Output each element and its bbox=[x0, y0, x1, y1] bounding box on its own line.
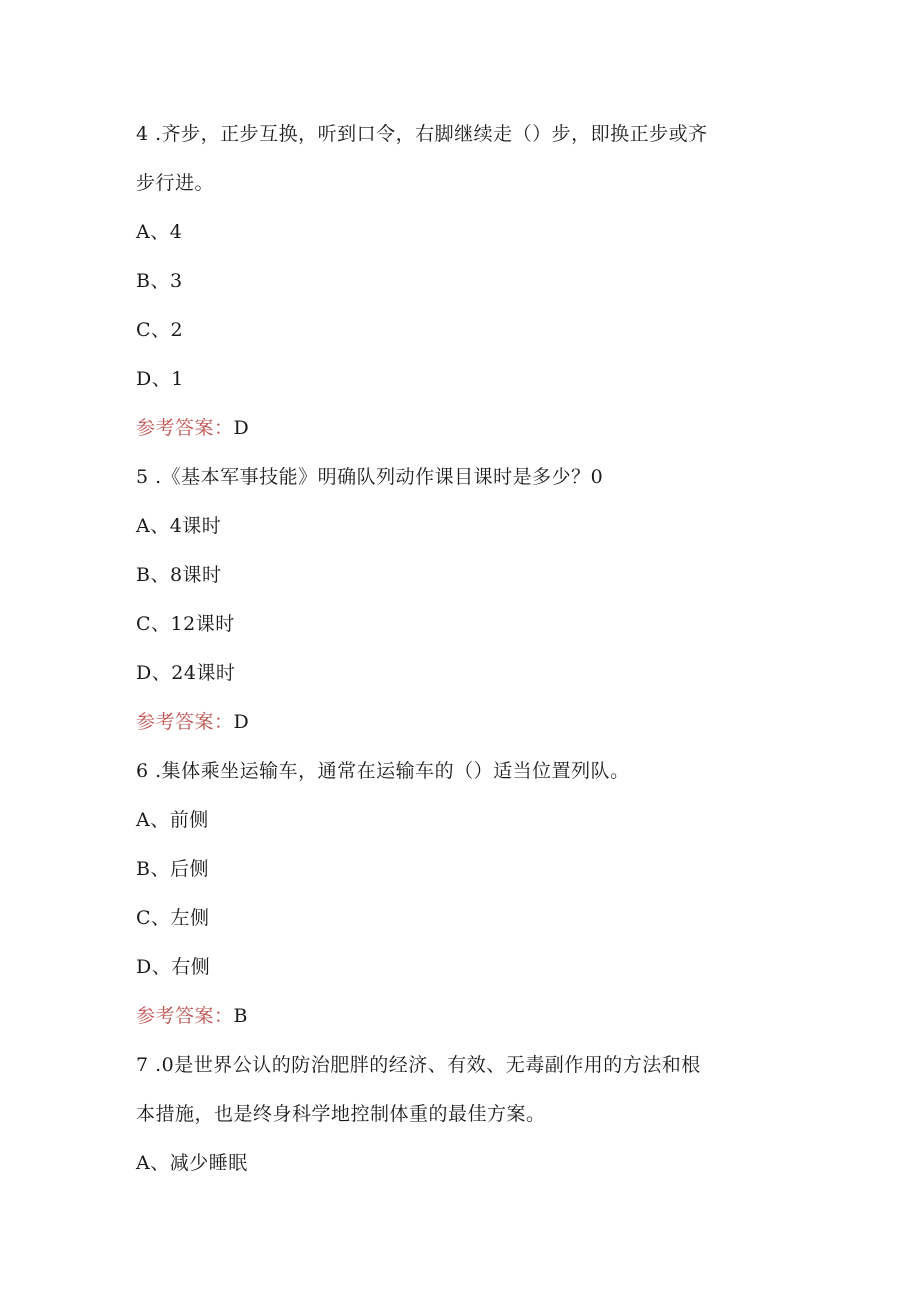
question-5-option-c: C、12课时 bbox=[136, 613, 235, 635]
question-5-option-a: A、4课时 bbox=[136, 515, 222, 537]
answer-label: 参考答案： bbox=[136, 1005, 234, 1027]
answer-label: 参考答案： bbox=[136, 711, 234, 733]
question-5-answer bbox=[136, 710, 249, 734]
question-4-stem-line-1: 4 .齐步，正步互换，听到口令，右脚继续走（）步，即换正步或齐 bbox=[136, 123, 708, 145]
question-7-stem-line-1: 7 .0是世界公认的防治肥胖的经济、有效、无毒副作用的方法和根 bbox=[136, 1054, 701, 1076]
question-6-stem-line-1: 6 .集体乘坐运输车，通常在运输车的（）适当位置列队。 bbox=[136, 760, 630, 782]
answer-value: B bbox=[233, 1005, 248, 1027]
question-5-stem-line-1: 5 .《基本军事技能》明确队列动作课目课时是多少？0 bbox=[136, 466, 604, 488]
question-5-option-d: D、24课时 bbox=[136, 662, 236, 684]
question-6-option-a: A、前侧 bbox=[136, 809, 209, 831]
question-4-option-b: B、3 bbox=[136, 270, 183, 292]
question-4-option-c: C、2 bbox=[136, 319, 184, 341]
question-4-option-a: A、4 bbox=[136, 221, 183, 243]
question-5-option-b: B、8课时 bbox=[136, 564, 222, 586]
question-7-stem-line-2: 本措施，也是终身科学地控制体重的最佳方案。 bbox=[136, 1103, 546, 1125]
question-6-answer bbox=[136, 1004, 248, 1028]
question-4-answer bbox=[136, 416, 249, 440]
question-4-stem-line-2: 步行进。 bbox=[136, 172, 215, 194]
answer-value: D bbox=[233, 417, 250, 439]
question-6-option-c: C、左侧 bbox=[136, 907, 210, 929]
question-6-option-b: B、后侧 bbox=[136, 858, 209, 880]
question-7-option-a: A、减少睡眠 bbox=[136, 1152, 248, 1174]
answer-value: D bbox=[233, 711, 250, 733]
question-4-option-d: D、1 bbox=[136, 368, 184, 390]
question-6-option-d: D、右侧 bbox=[136, 956, 211, 978]
answer-label: 参考答案： bbox=[136, 417, 234, 439]
